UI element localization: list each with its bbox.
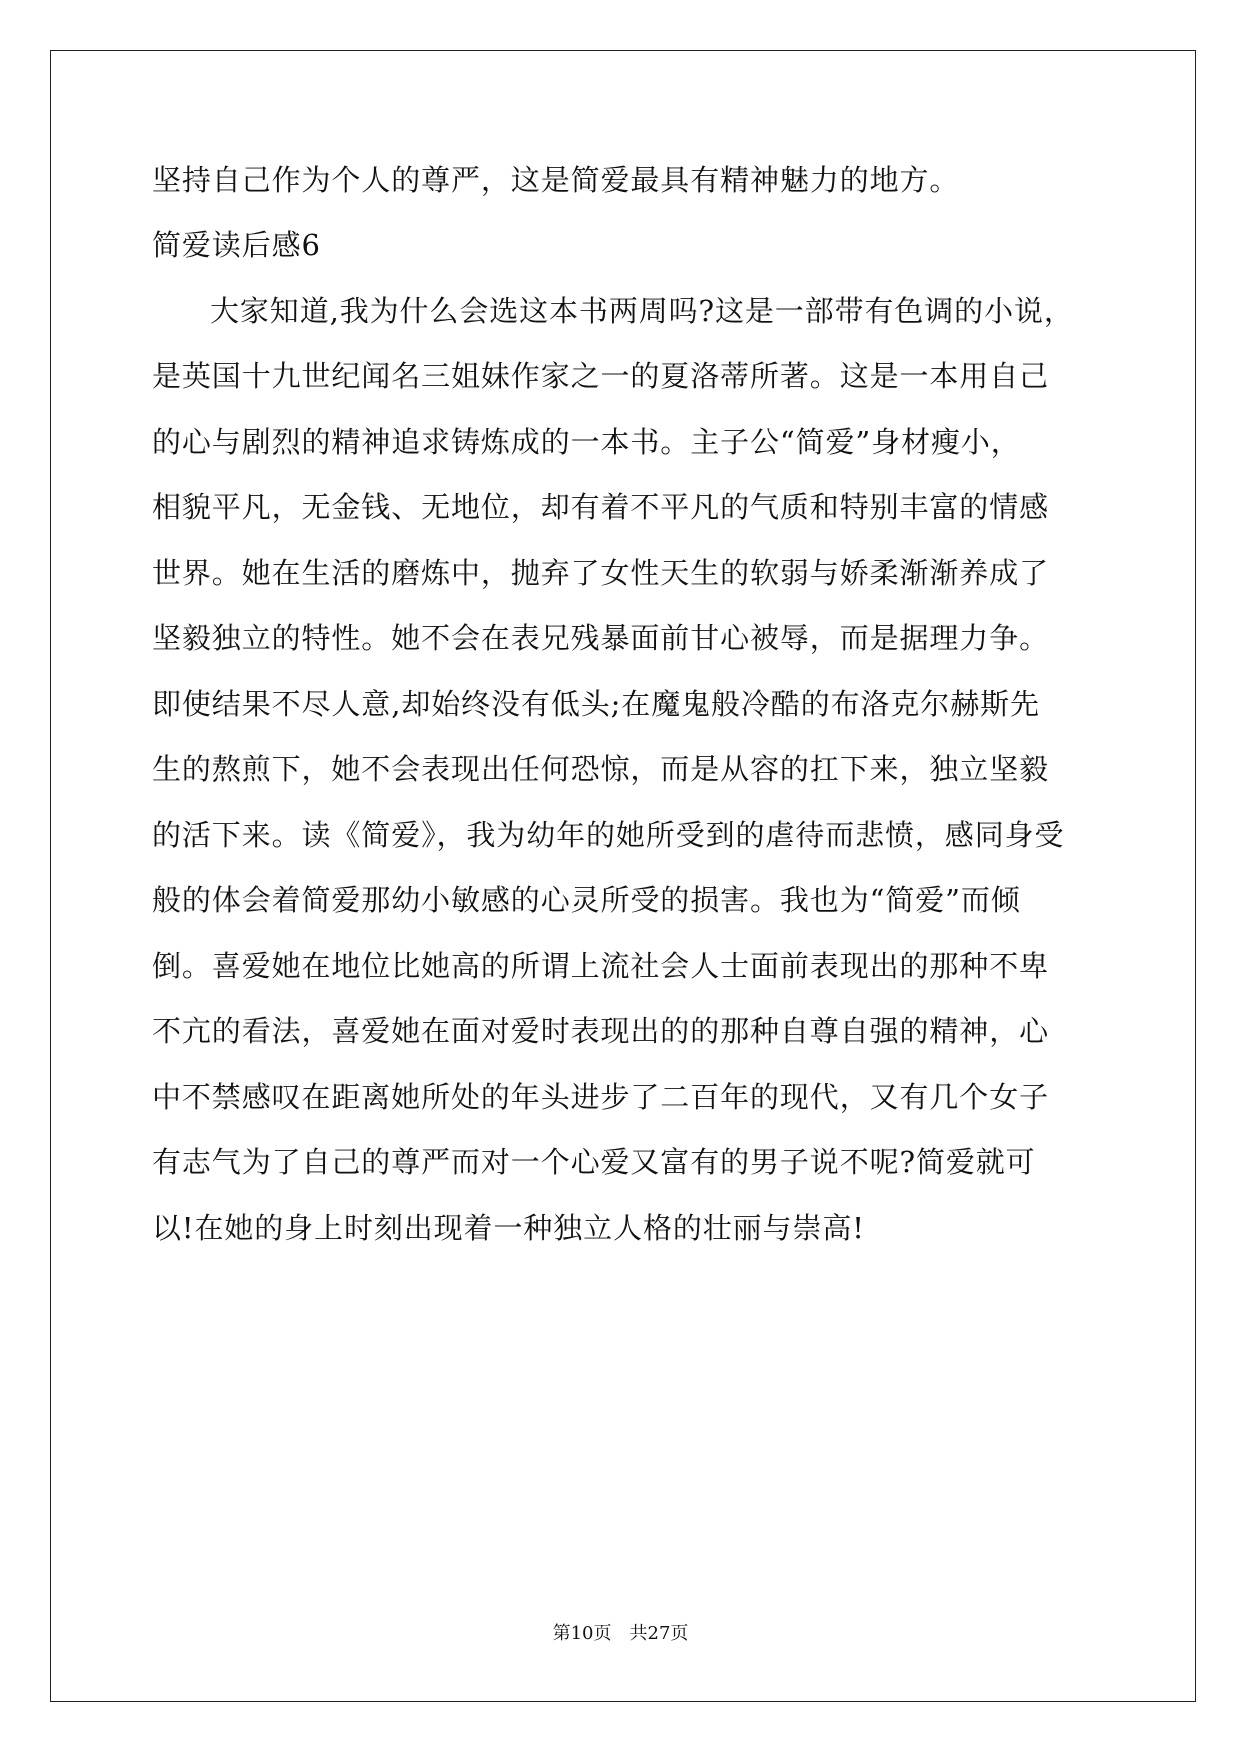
text-line: 有志气为了自己的尊严而对一个心爱又富有的男子说不呢?简爱就可 — [152, 1145, 1036, 1179]
page-number: 第10页 共27页 — [552, 1623, 689, 1644]
text-line: 以!在她的身上时刻出现着一种独立人格的壮丽与崇高! — [152, 1211, 865, 1245]
text-line: 般的体会着简爱那幼小敏感的心灵所受的损害。我也为“简爱”而倾 — [152, 883, 1021, 917]
text-line: 的活下来。读《简爱》，我为幼年的她所受到的虐待而悲愤，感同身受 — [152, 818, 1065, 852]
text-line: 倒。喜爱她在地位比她高的所谓上流社会人士面前表现出的那种不卑 — [152, 949, 1050, 983]
text-line: 生的熬煎下，她不会表现出任何恐惊，而是从容的扛下来，独立坚毅 — [152, 752, 1050, 786]
section-heading: 简爱读后感6 — [152, 228, 321, 262]
text-line: 不亢的看法，喜爱她在面对爱时表现出的的那种自尊自强的精神，心 — [152, 1014, 1050, 1048]
text-line: 相貌平凡，无金钱、无地位，却有着不平凡的气质和特别丰富的情感 — [152, 490, 1050, 524]
paragraph-first-line: 大家知道,我为什么会选这本书两周吗?这是一部带有色调的小说， — [210, 294, 1074, 328]
text-line: 世界。她在生活的磨炼中，抛弃了女性天生的软弱与娇柔渐渐养成了 — [152, 556, 1050, 590]
text-line: 即使结果不尽人意,却始终没有低头;在魔鬼般冷酷的布洛克尔赫斯先 — [152, 687, 1040, 721]
text-line: 中不禁感叹在距离她所处的年头进步了二百年的现代，又有几个女子 — [152, 1080, 1050, 1114]
text-line: 坚持自己作为个人的尊严，这是简爱最具有精神魅力的地方。 — [152, 163, 960, 197]
text-line: 的心与剧烈的精神追求铸炼成的一本书。主子公“简爱”身材瘦小， — [152, 425, 1021, 459]
text-line: 坚毅独立的特性。她不会在表兄残暴面前甘心被辱，而是据理力争。 — [152, 621, 1050, 655]
text-line: 是英国十九世纪闻名三姐妹作家之一的夏洛蒂所著。这是一本用自己 — [152, 359, 1050, 393]
